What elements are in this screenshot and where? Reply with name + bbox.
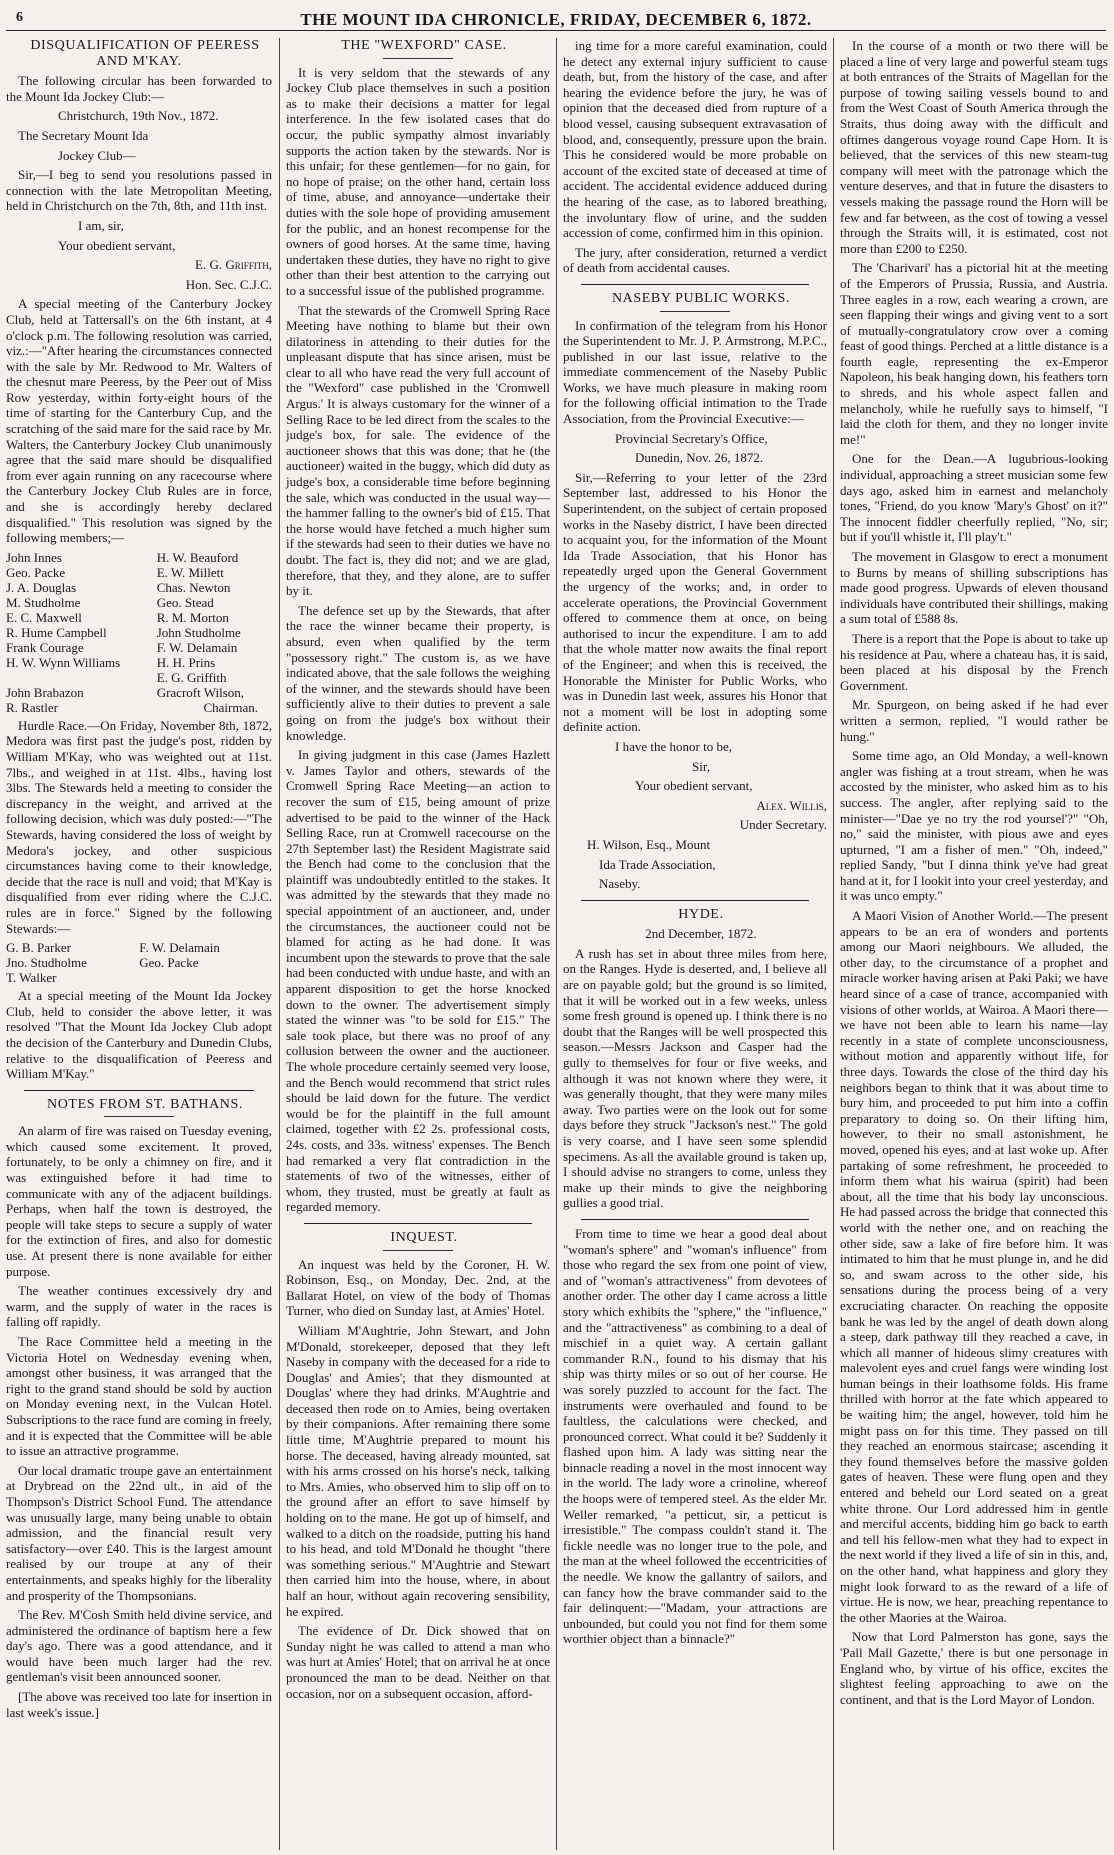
naseby-signature-title: Under Secretary. (739, 817, 827, 833)
peeress-addressee-2: Jockey Club— (58, 147, 136, 163)
inquest-paragraph-3: The evidence of Dr. Dick showed that on Sunday night he was called to attend a man who was hurt at Amies' Hotel; that on arrival he at once pronounced the man to be dead. Neither on that occasion, nor on a subsequent occasion, afford- (286, 1623, 550, 1701)
article-heading-hyde: HYDE. (678, 906, 724, 922)
column-3 (556, 38, 833, 1850)
wexford-paragraph-1: It is very seldom that the stewards of any Jockey Club place themselves in such a position as to make their decisions a matter for legal interference. In the few isolated cases that do occur, the public sympathy almost invariably supports the action taken by the stewards. Nor is this unfair; for these gentlemen—for no gain, for no hope of praise; on the other hand, certain loss of time, abuse, and annoyance—undertake their duties with the sole hope of providing amusement for the public, and an honest recompense for the owners of good horses. At the same time, having undertaken these duties, they have no right to give other than their best attention to the carrying out to a successful issue of the published programme. (286, 64, 550, 298)
signatory-name: H. W. Beauford (156, 549, 239, 565)
angler-paragraph: Some time ago, an Old Monday, a well-known angler was fishing at a trout stream, when he was accosted by the minister, who asked him as to his success. The angler, after replying said to the minister—"Dae ye no try the rod yoursel'?" "Oh, no," said the minister, with pious awe and eyes upturned, "I am a fisher of men." "Oh, indeed," replied Sandy, "but I dinna think ye've had great hand at it, for I lookit into your creel yesterday, and it was unco empty." (840, 748, 1108, 904)
bathans-paragraph-2: The weather continues excessively dry and warm, and the supply of water in the races is falling off rapidly. (6, 1283, 272, 1330)
palmerston-paragraph: Now that Lord Palmerston has gone, says the 'Pall Mall Gazette,' there is but one personage in England who, by virtue of his office, excites the slightest feeling approaching to awe on the continent, and that is the Lord Mayor of London. (840, 1629, 1108, 1707)
hurdle-race-report: Hurdle Race.—On Friday, November 8th, 1872, Medora was first past the judge's post, ridden by William M'Kay, who was weighted out at 11st. 7lbs., and weighed in at 11st. 4lbs., having lost 3lbs. The Stewards held a meeting to consider the discrepancy in the weight, and arrived at the following decision, which was duly posted:—"The Stewards, having considered the loss of weight by Medora's jockey, and other suspicious circumstances having come to their knowledge, decide that the race is null and void; that M'Kay is disqualified from ever riding where the C.J.C. rules are in force." Signed by the following Stewards:— (6, 717, 272, 936)
column-1 (6, 38, 276, 1850)
naseby-letter-body: Sir,—Referring to your letter of the 23rd September last, addressed to his Honor the Superintendent, on the subject of certain proposed works in the Naseby district, I have been directed to acquaint you, for the information of the Mount Ida Trade Association, that his Honor has repeatedly urged upon the General Government the urgency of the works; and, in order to accelerate operations, the Provincial Government offered to commence them at once, on being authorised to incur the expenditure. I am to add that the whole matter now awaits the final report of the Engineer; and when this is received, the Honorable the Minister for Public Works, who was in Dunedin last week, assures his Honor that not a moment will be lost in adopting some definite action. (563, 469, 827, 735)
naseby-closing-3: Your obedient servant, (635, 778, 753, 794)
section-divider (581, 1219, 809, 1220)
short-rule (383, 1250, 453, 1251)
article-heading-wexford: THE "WEXFORD" CASE. (341, 38, 507, 53)
mount-ida-resolution: At a special meeting of the Mount Ida Jockey Club, held to consider the above letter, it was resolved "That the Mount Ida Jockey Club adopt the decision of the Canterbury and Dunedin Clubs, relative to the disqualification of Peeress and William M'Kay." (6, 988, 272, 1082)
signatory-name (6, 670, 157, 685)
spurgeon-paragraph: Mr. Spurgeon, on being asked if he had ever written a sermon, replied, "I would rather be hung." (840, 697, 1108, 744)
inquest-paragraph-1: An inquest was held by the Coroner, H. W. Robinson, Esq., on Monday, Dec. 2nd, at the Ballarat Hotel, on view of the body of Thomas Turner, who died on Sunday last, at Amies' Hotel. (286, 1256, 550, 1319)
signatory-name: M. Studholme (6, 594, 81, 610)
peeress-closing-2: Your obedient servant, (58, 237, 176, 253)
signatory-name: F. W. Delamain (156, 639, 238, 655)
bathans-paragraph-4: Our local dramatic troupe gave an entertainment at Drybread on the 22nd ult., in aid of the Thompson's District School Fund. The attendance was unusually large, many being unable to obtain admission, and the financial result very satisfactory—over £40. This is the largest amount realised by our troupe at any of their entertainments, and speaks highly for the liberality and prosperity of the Thompsonians. (6, 1462, 272, 1603)
page-number: 6 (16, 10, 24, 25)
one-for-the-dean-paragraph: One for the Dean.—A lugubrious-looking individual, approaching a street musician some few days ago, asked him in earnest and melancholy tones, "Friend, do you know 'Mary's Ghost' on it?" The innocent fiddler cheerfully replied, "No, sir; but if you'll whistle it, I'll play't." (840, 451, 1108, 545)
womans-sphere-paragraph: From time to time we hear a good deal about "woman's sphere" and "woman's influence" from those who regard the sex from one point of view, and of "woman's attractiveness" from devotees of another order. The other day I came across a little story which exhibits the "sphere," the "influence," and the "attractiveness" as combining to a deal of mischief in a quiet way. A certain gallant commander R.N., found to his dismay that his ship was thirty miles or so out of her course. He was sorely puzzled to account for the fact. The instruments were overhauled and found to be faultless, the calculations were checked, and pronounced correct. What could it be? Suddenly it flashed upon him. A lady was sitting near the binnacle reading a novel in the most innocent way in the world. The lady wore a crinoline, whereof the hoops were of tempered steel. As the elder Mr. Weller remarked, "a petticut, sir, a petticut is irresistible." The compass couldn't stand it. The fickle needle was no longer true to the pole, and the man at the wheel followed the eccentricities of the needle. We know the gallantry of sailors, and can fancy how the brave commander said to the fair delinquent:—"Madam, your attractions are unbounded, but could you not find for them some worthier object than a binnacle?" (563, 1225, 827, 1647)
signatory-name: Jno. Studholme (6, 955, 87, 971)
wexford-paragraph-3: The defence set up by the Stewards, that after the race the winner became their property, is absurd, even when qualified by the term "possessory right." The custom is, as we have indicated above, that the sale follows the weighing of the winner, and the stewards should have been sufficiently alive to their duties to prevent a sale going on from the judge's box without their knowledge. (286, 602, 550, 743)
signatory-name: E. G. Griffith (156, 669, 227, 685)
naseby-closing-2: Sir, (692, 758, 710, 774)
section-divider (304, 1223, 532, 1224)
short-rule (104, 1116, 174, 1117)
signatory-name: E. C. Maxwell (6, 609, 82, 625)
signatory-name: J. A. Douglas (6, 579, 77, 595)
charivari-paragraph: The 'Charivari' has a pictorial hit at the meeting of the Emperors of Prussia, Russia, and Austria. Three eagles in a row, each wearing a crown, are seen flapping their wings and giving vent to a sort of mutually-congratulatory crow over a coming feast of good things. Perched at a little distance is a fourth eagle, representing the ex-Emperor Napoleon, his beak hanging down, his feathers torn to shreds, and his whole aspect fallen and melancholy, while he ruefully says to himself, "I laid the cloth for them, and they no longer invite me!" (840, 260, 1108, 447)
signatory-name: R. Rastler (6, 699, 58, 715)
section-divider (24, 1090, 254, 1091)
short-rule (383, 58, 453, 59)
peeress-closing-1: I am, sir, (78, 217, 124, 233)
peeress-meeting-report: A special meeting of the Canterbury Jockey Club, held at Tattersall's on the 6th instant, at 4 o'clock p.m. The following resolution was carried, viz.:—"After hearing the circumstances connected with the sale by Mr. Redwood to Mr. Walters of the chesnut mare Peeress, by the Peer out of Miss Row yesterday, within forty-eight hours of the time of starting for the Canterbury Cup, and the scratching of the said mare for the said race by Mr. Walters, the Canterbury Jockey Club unanimously agree that the said mare should be disqualified from ever again running on any racecourse where the Canterbury Jockey Club Rules are in force, and she is accordingly hereby declared disqualified." This resolution was signed by the following members;— (6, 296, 272, 546)
peeress-signature-title: Hon. Sec. C.J.C. (185, 276, 272, 292)
signatory-name: John Innes (6, 549, 62, 565)
naseby-office-date: Dunedin, Nov. 26, 1872. (635, 450, 764, 466)
member-signatories-table (6, 550, 272, 715)
signatory-name: Frank Courage (6, 639, 84, 655)
section-divider (581, 284, 809, 285)
peeress-letter-body: Sir,—I beg to send you resolutions passed in connection with the late Metropolitan Meeting, held in Christchurch on the 7th, 8th, and 11th inst. (6, 167, 272, 214)
signatory-name: H. H. Prins (156, 654, 216, 670)
hyde-paragraph: A rush has set in about three miles from here, on the Ranges. Hyde is deserted, and, I believe all are on payable gold; but the ground is so limited, that it will be worked out in a few weeks, unless some fresh ground is opened up. I think there is no doubt that the Ranges will be well prospected this season.—Messrs Jackson and Casper had the gully to themselves for four or five weeks, and although it was not known where they were, it was generally thought, that they were many miles away. Two parties were on the look out for some days before they struck "Jackson's nest." The gold is very coarse, and I have seen some splendid specimens. As all the available ground is taken up, I should advise no strangers to come, unless they make up their minds to give the neighboring gullies a good trial. (563, 945, 827, 1211)
signatory-name: Geo. Packe (6, 564, 66, 580)
masthead (6, 6, 1106, 31)
signatory-name: E. W. Millett (156, 564, 224, 580)
article-heading-peeress: DISQUALIFICATION OF PEERESS AND M'KAY. (30, 38, 260, 69)
article-heading-naseby: NASEBY PUBLIC WORKS. (611, 290, 791, 306)
signatory-name: F. W. Delamain (139, 940, 220, 956)
section-divider (581, 900, 809, 901)
hyde-date: 2nd December, 1872. (645, 926, 757, 942)
signatory-name: R. Hume Campbell (6, 624, 107, 640)
naseby-office-line: Provincial Secretary's Office, (615, 430, 768, 446)
peeress-addressee: The Secretary Mount Ida (18, 127, 149, 143)
signatory-name: John Brabazon (6, 684, 84, 700)
newspaper-title: THE MOUNT IDA CHRONICLE, FRIDAY, DECEMBER 6, 1872. (300, 10, 812, 29)
signatory-name: G. B. Parker (6, 940, 71, 956)
wexford-paragraph-4: In giving judgment in this case (James Hazlett v. James Taylor and others, stewards of the Cromwell Spring Race Meeting—an action to recover the sum of £15, being amount of prize advertised to be paid to the winner of the Hack Selling Race, run at Cromwell racecourse on the 27th September last) the Resident Magistrate said the Bench had come to the conclusion that the plaintiff was undoubtedly entitled to the stakes. It was admitted by the stewards that they made no special appointment of an auctioneer, and, under the circumstances, the auctioneer could not be blamed for acting as he had done. It was incumbent upon the stewards to prove that the sale had been conducted with undue haste, and with an apparent disposition to get the horse knocked down to the owner. The advertisement simply stated the winner was "to be sold for £15." The sale took place, but there was no proof of any collusion between the owner and the auctioneer. The whole procedure certainly seemed very loose, and the Bench would recommend that strict rules should be laid down for the future. The verdict would be for the plaintiff in the full amount claimed, together with £2 2s. professional costs, 24s. costs, and 33s. witness' expenses. The Bench had remarked a very flat contradiction in the statements of two of the witnesses, either of whom, they trusted, must be greatly at fault as regarded memory. (286, 747, 550, 1215)
bathans-paragraph-1: An alarm of fire was raised on Tuesday evening, which caused some excitement. It proved, fortunately, to be only a chimney on fire, and it was extinguished before it had time to communicate with any of the adjacent buildings. Perhaps, when half the town is destroyed, the people will take steps to secure a supply of water for the extinction of fires, and also for domestic use. At present there is none available for either purpose. (6, 1123, 272, 1279)
naseby-intro: In confirmation of the telegram from his Honor the Superintendent to Mr. J. P. Armstrong, M.P.C., published in our last issue, relative to the immediate commencement of the Naseby Public Works, we have much pleasure in making room for the following official intimation to the Trade Association, from the Provincial Executive:— (563, 317, 827, 427)
article-heading-st-bathans: NOTES FROM ST. BATHANS. (47, 1096, 243, 1112)
inquest-paragraph-2: William M'Aughtrie, John Stewart, and John M'Donald, storekeeper, deposed that they left Naseby in company with the deceased for a ride to Douglas' and Amies'; that they dismounted at Douglas' where they had drinks. M'Aughtrie and deceased then rode on to Amies, being overtaken by their companions. After remaining there some little time, M'Aughtrie prepared to mount his horse. The deceased, having already mounted, sat with his arms crossed on his horse's neck, talking to Mrs. Amies, who observed him to slip off on to the ground after an effort to save himself by holding on to the mane. He got up of himself, and walked to a ditch on the roadside, putting his hand to his head, and told M'Donald he thought "there was something serious." M'Aughtrie and Stewart then carried him into the house, where, in about half an hour, without again recovering sensibility, he expired. (286, 1322, 550, 1619)
bathans-paragraph-3: The Race Committee held a meeting in the Victoria Hotel on Wednesday evening when, amongst other business, it was arranged that the right to the grand stand should be sold by auction on Monday evening next, in the Vulcan Hotel. Subscriptions to the race fund are coming in freely, and it is expected that the Committee will be able to issue an attractive programme. (6, 1334, 272, 1459)
bathans-editor-note: [The above was received too late for insertion in last week's issue.] (6, 1689, 272, 1720)
pope-residence-paragraph: There is a report that the Pope is about to take up his residence at Pau, where a chateau has, it is said, been placed at his disposal by the French Government. (840, 630, 1108, 693)
inquest-continuation: ing time for a more careful examination, could he detect any external injury sufficient to cause death, but, from the history of the case, and after hearing the evidence before the jury, he was of opinion that the deceased died from rupture of a blood vessel, causing subsequent extravasation of blood, and, consequently, pressure upon the brain. This he considered would be more probable on account of the excited state of deceased at time of accident. The accidental evidence adduced during the hearing of the case, as to labored breathing, the involuntary flow of urine, and the sudden accession of come, confirmed him in this opinion. (563, 38, 827, 241)
column-2 (279, 38, 556, 1850)
peeress-intro: The following circular has been forwarded to the Mount Ida Jockey Club:— (6, 73, 272, 104)
column-4 (833, 38, 1108, 1850)
inquest-verdict: The jury, after consideration, returned a verdict of death from accidental causes. (563, 244, 827, 276)
signatory-name: Chairman. (203, 699, 258, 715)
magellan-tugs-paragraph: In the course of a month or two there will be placed a line of very large and powerful steam tugs at both entrances of the Straits of Magellan for the purpose of towing sailing vessels bound to and from the West Coast of South America through the Straits, thus doing away with the difficult and oftimes dangerous voyage round Cape Horn. It is believed, that the services of this new steam-tug company will meet with the patronage which the venture deserves, and that in future the disasters to vessels making the passage round the Horn will be few and far between, as the cost of towing a vessel through the Straits will, it is estimated, cost not more than £200 to £250. (840, 38, 1108, 256)
bathans-paragraph-5: The Rev. M'Cosh Smith held divine service, and administered the ordinance of baptism here a few day's ago. There was a good attendance, and it would have been much larger had the rev. gentleman's visit been announced sooner. (6, 1607, 272, 1685)
naseby-addressee-3: Naseby. (599, 876, 641, 892)
signatory-name: T. Walker (6, 970, 57, 986)
peeress-signature-name: E. G. Griffith, (195, 257, 272, 273)
steward-signatories-table (6, 940, 272, 985)
signatory-name: Geo. Packe (139, 955, 199, 971)
naseby-signature-name: Alex. Willis, (756, 797, 827, 813)
maori-vision-paragraph: A Maori Vision of Another World.—The present appears to be an era of wonders and portents among our Maori neighbours. We alluded, the other day, to the circumstance of a prophet and miracle worker having arisen at Paki Paki; we have heard since of a case of trance, accompanied with visions of other worlds, at Wairoa. A Maori there—we have not been able to learn his name—lay recently in a state of complete unconsciousness, without motion and apparently without life, for three days. Towards the close of the third day his neighbors began to think that it was about time to bury him, and proceeded to put him into a coffin preparatory to doing so. On their lifting him, however, to their no small astonishment, he moved, opened his eyes, and at last woke up. After partaking of some refreshment, he proceeded to inform them what his wairua (spirit) had been about, all the time that his body lay unconscious. He had passed across the bridge that connected this world with the nether one, and on reaching the other side, saw a lake of fire before him. It was intimated to him that he must plunge in, and he did so, and swam across to the other side, his sensations during the process being of a very excruciating character. On reaching the opposite bank he was led by the angel of death down along a steep, dark pathway till they reached a cave, in which all manner of hideous slimy creatures with malevolent eyes and cruel fangs were winding lost human beings in their loathsome folds. His frame thrilled with horror at the fate which appeared to be waiting him; the angel, however, told him he might pass on for this time. They passed on till they reached an enormous staircase; ascending it they found themselves before the massive golden gates of heaven. These were flung open and they entered and beheld our Lord seated on a great white throne. Our Lord addressed him in gentle and merciful accents, bidding him go back to earth and tell his fellow-men what they had to expect in the next world if they lived a life of sin in this, and, on the other hand, what happiness and glory they might look forward to as the reward of a life of virtue. He is now, we hear, preaching repentance to the other Maories at the Wairoa. (840, 908, 1108, 1625)
naseby-addressee-2: Ida Trade Association, (599, 856, 716, 872)
signatory-name: Chas. Newton (156, 579, 231, 595)
signatory-name: H. W. Wynn Williams (6, 654, 121, 670)
burns-monument-paragraph: The movement in Glasgow to erect a monument to Burns by means of shilling subscriptions has made good progress. Upwards of eleven thousand individuals have contributed their shillings, making a sum total of £588 8s. (840, 549, 1108, 627)
signatory-name: John Studholme (156, 624, 241, 640)
signatory-name: R. M. Morton (156, 609, 229, 625)
short-rule (660, 311, 730, 312)
signatory-name: Gracroft Wilson, (156, 684, 245, 700)
naseby-closing-1: I have the honor to be, (615, 738, 732, 754)
peeress-date-line: Christchurch, 19th Nov., 1872. (58, 108, 219, 124)
article-heading-inquest: INQUEST. (390, 1229, 458, 1245)
wexford-paragraph-2: That the stewards of the Cromwell Spring Race Meeting have nothing to blame but their own dilatoriness in attending to their duties for the unpleasant dispute that has since arisen, must be clear to all who have read the very full account of the "Wexford" case published in the 'Cromwell Argus.' It is always customary for the winner of a Selling Race to be led direct from the scales to the judge's box, for sale. The evidence of the auctioneer shows that this was done; that he (the auctioneer) waited in the buggy, which did duty as judge's box, a considerable time before beginning the sale, which was conducted in the usual way—the hammer falling to the owner's bid of £15. That the horse would have fetched a much higher sum if the stewards had seen to their duties we have no doubt. The fact is, they did not; and we are glad, therefore, that they, and they alone, are to suffer by it. (286, 302, 550, 599)
signatory-name: Geo. Stead (156, 594, 214, 610)
naseby-addressee-1: H. Wilson, Esq., Mount (587, 836, 711, 852)
signatory-name (139, 970, 272, 985)
